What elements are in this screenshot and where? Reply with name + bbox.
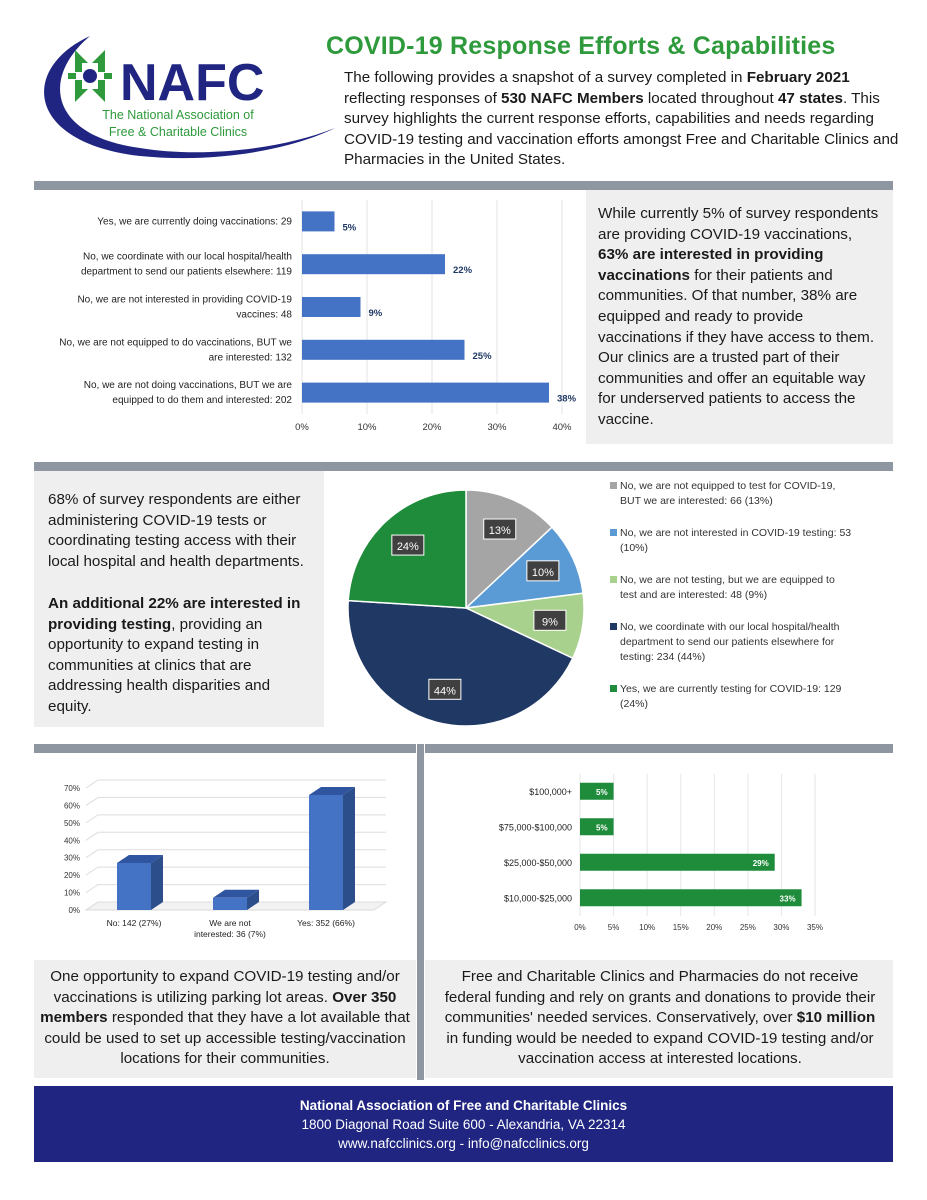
legend-swatch [610, 529, 617, 536]
bar [580, 889, 802, 906]
category-label: $25,000-$50,000 [503, 857, 572, 868]
legend-label: Yes, we are currently testing for COVID-19: 129 [620, 683, 842, 695]
section4-paragraph [438, 967, 882, 1070]
legend-label: No, we are not equipped to test for COVID-19, [620, 480, 836, 492]
footer [34, 1086, 893, 1162]
footer-org: National Association of Free and Charitable Clinics [299, 1098, 628, 1113]
bar [580, 854, 775, 871]
y-tick-label: 30% [63, 853, 80, 863]
section2-paragraph-2 [48, 594, 316, 718]
y-tick-label: 10% [63, 888, 80, 898]
bar [117, 863, 151, 910]
bar [213, 898, 247, 910]
category-label: No, we are not interested in providing COVID-19 [77, 294, 292, 306]
y-tick-label: 60% [63, 801, 80, 811]
category-label: are interested: 132 [208, 352, 292, 364]
s3-text-2: responded that they have a lot available that could be used to set up accessible testing/vaccination locations for their communities. [44, 1009, 410, 1068]
legend-swatch [610, 482, 617, 489]
intro-paragraph [344, 68, 904, 171]
s4-bold: $10 million [796, 1009, 876, 1027]
x-tick-label: 0% [295, 422, 309, 433]
category-label: Yes, we are currently doing vaccinations: 29 [97, 216, 292, 228]
category-label: No, we are not equipped to do vaccinations, BUT we [59, 337, 292, 349]
divider-4 [425, 744, 893, 753]
category-label: interested: 36 (7%) [194, 929, 266, 939]
x-tick-label: 40% [552, 422, 572, 433]
s4-text-1: Free and Charitable Clinics and Pharmacies do not receive federal funding and rely on grants and donations to provide their communities' needed services. Conservatively, over [444, 968, 876, 1027]
legend-label: test and are interested: 48 (9%) [620, 589, 768, 601]
y-tick-label: 40% [63, 836, 80, 846]
intro-text-1: The following provides a snapshot of a survey completed in [344, 69, 747, 86]
legend-swatch [610, 623, 617, 630]
s2-bold: An additional 22% are interested in providing testing [48, 595, 301, 633]
s2-text: , providing an opportunity to expand testing in communities at clinics that are addressing health disparities and equity. [48, 615, 271, 715]
bar [309, 795, 343, 910]
y-tick-label: 20% [63, 871, 80, 881]
data-label: 22% [453, 265, 473, 277]
divider-vertical [417, 744, 424, 1080]
intro-bold-members: 530 NAFC Members [501, 89, 644, 107]
y-tick-label: 50% [63, 818, 80, 828]
category-label: $10,000-$25,000 [503, 893, 572, 904]
x-tick-label: 10% [357, 422, 377, 433]
bar [302, 297, 361, 317]
bar-side [151, 855, 163, 910]
slice-label: 44% [433, 685, 456, 698]
s3-bold: Over 350 members [40, 988, 397, 1027]
category-label: No, we coordinate with our local hospital/health [82, 251, 292, 263]
divider-1 [34, 181, 893, 190]
x-tick-label: 20% [706, 923, 723, 932]
footer-address: 1800 Diagonal Road Suite 600 - Alexandria, VA 22314 [301, 1117, 626, 1132]
category-label: department to send our patients elsewhere: 119 [80, 266, 292, 278]
testing-pie-chart [330, 475, 900, 735]
x-tick-label: 20% [422, 422, 442, 433]
x-tick-label: 5% [607, 923, 620, 932]
category-label: No: 142 (27%) [106, 918, 162, 928]
intro-text-2: reflecting responses of [344, 89, 502, 107]
s1-text-2: for their patients and communities. Of that number, 38% are equipped and ready to provide vaccinations if they have access to them. Our clinics are a trusted part of their communities and offer an equitable way for underserved patients to access the vaccine. [598, 266, 875, 428]
legend-swatch [610, 576, 617, 583]
y-tick-label: 70% [63, 784, 80, 793]
intro-text-4: . This survey highlights the current response efforts, capabilities and needs regarding COVID-19 testing and vaccination efforts amongst Free and Charitable Clinics and Pharmacies in the United States. [344, 89, 899, 169]
gridline-side [86, 780, 98, 788]
slice-label: 10% [531, 566, 554, 579]
category-label: Yes: 352 (66%) [297, 918, 355, 928]
vaccination-bar-chart [34, 192, 586, 442]
legend-label: testing: 234 (44%) [620, 651, 706, 663]
parking-lot-3d-bar-chart [34, 760, 416, 950]
gridline-side [86, 850, 98, 858]
data-label: 5% [596, 823, 608, 833]
data-label: 29% [752, 858, 769, 868]
divider-2 [34, 462, 893, 471]
slice-label: 9% [541, 616, 558, 629]
section3-paragraph [40, 967, 410, 1070]
gridline-side [86, 885, 98, 893]
gridline-side [86, 815, 98, 823]
slice-label: 24% [396, 541, 419, 554]
footer-contact[interactable]: www.nafcclinics.org - info@nafcclinics.org [338, 1136, 589, 1151]
legend-label: BUT we are interested: 66 (13%) [620, 495, 773, 507]
data-label: 25% [472, 350, 492, 362]
bar [302, 211, 335, 231]
data-label: 5% [342, 222, 357, 234]
data-label: 38% [557, 393, 577, 405]
category-label: $100,000+ [529, 786, 572, 797]
s3-text-1: One opportunity to expand COVID-19 testing and/or vaccinations is utilizing parking lot areas. [50, 968, 400, 1006]
legend-label: (10%) [620, 542, 649, 554]
category-label: equipped to do them and interested: 202 [112, 395, 292, 407]
legend-swatch [610, 685, 617, 692]
section2-paragraph-1: 68% of survey respondents are either administering COVID-19 tests or coordinating testing access with their local hospital and health departments. [48, 491, 304, 570]
gridline-side [86, 797, 98, 805]
x-tick-label: 15% [672, 923, 689, 932]
x-tick-label: 35% [806, 923, 824, 932]
data-label: 5% [596, 787, 608, 797]
intro-text-3: located throughout [643, 89, 778, 107]
nafc-logo [30, 28, 340, 168]
data-label: 9% [368, 308, 383, 319]
section1-paragraph [598, 204, 883, 431]
logo-text: NAFC [120, 54, 265, 112]
s1-bold: 63% are interested in providing vaccinations [598, 246, 824, 284]
category-label: No, we are not doing vaccinations, BUT we are [83, 380, 292, 392]
logo-subtitle-1: The National Association of [102, 108, 254, 122]
intro-bold-states: 47 states [777, 89, 843, 107]
slice-label: 13% [488, 525, 511, 538]
bar [302, 340, 465, 360]
s1-text-1: While currently 5% of survey respondents are providing COVID-19 vaccinations, [598, 205, 879, 243]
x-tick-label: 30% [773, 923, 790, 932]
bar [302, 254, 445, 274]
legend-label: No, we coordinate with our local hospital/health [620, 621, 840, 633]
bar-side [343, 787, 355, 910]
x-tick-label: 10% [639, 923, 656, 932]
s4-text-2: in funding would be needed to expand COVID-19 testing and/or vaccination access at interested locations. [446, 1029, 874, 1068]
logo-mark-icon [68, 50, 112, 102]
logo-subtitle-2: Free & Charitable Clinics [108, 125, 248, 139]
legend-label: No, we are not interested in COVID-19 testing: 53 [620, 527, 852, 539]
bar [302, 383, 549, 403]
legend-label: (24%) [620, 698, 649, 710]
gridline-side [86, 832, 98, 840]
intro-bold-date: February 2021 [746, 69, 850, 86]
divider-3 [34, 744, 416, 753]
data-label: 33% [779, 894, 796, 904]
x-tick-label: 25% [739, 923, 756, 932]
gridline-side [86, 867, 98, 875]
category-label: We are not [209, 918, 251, 928]
legend-label: No, we are not testing, but we are equipped to [620, 574, 835, 586]
page-title: COVID-19 Response Efforts & Capabilities [326, 32, 836, 60]
category-label: vaccines: 48 [236, 309, 292, 321]
funding-bar-chart [425, 770, 893, 940]
x-tick-label: 0% [574, 923, 586, 932]
x-tick-label: 30% [487, 422, 507, 433]
y-tick-label: 0% [68, 906, 80, 915]
legend-label: department to send our patients elsewhere for [620, 636, 835, 648]
category-label: $75,000-$100,000 [498, 822, 572, 833]
